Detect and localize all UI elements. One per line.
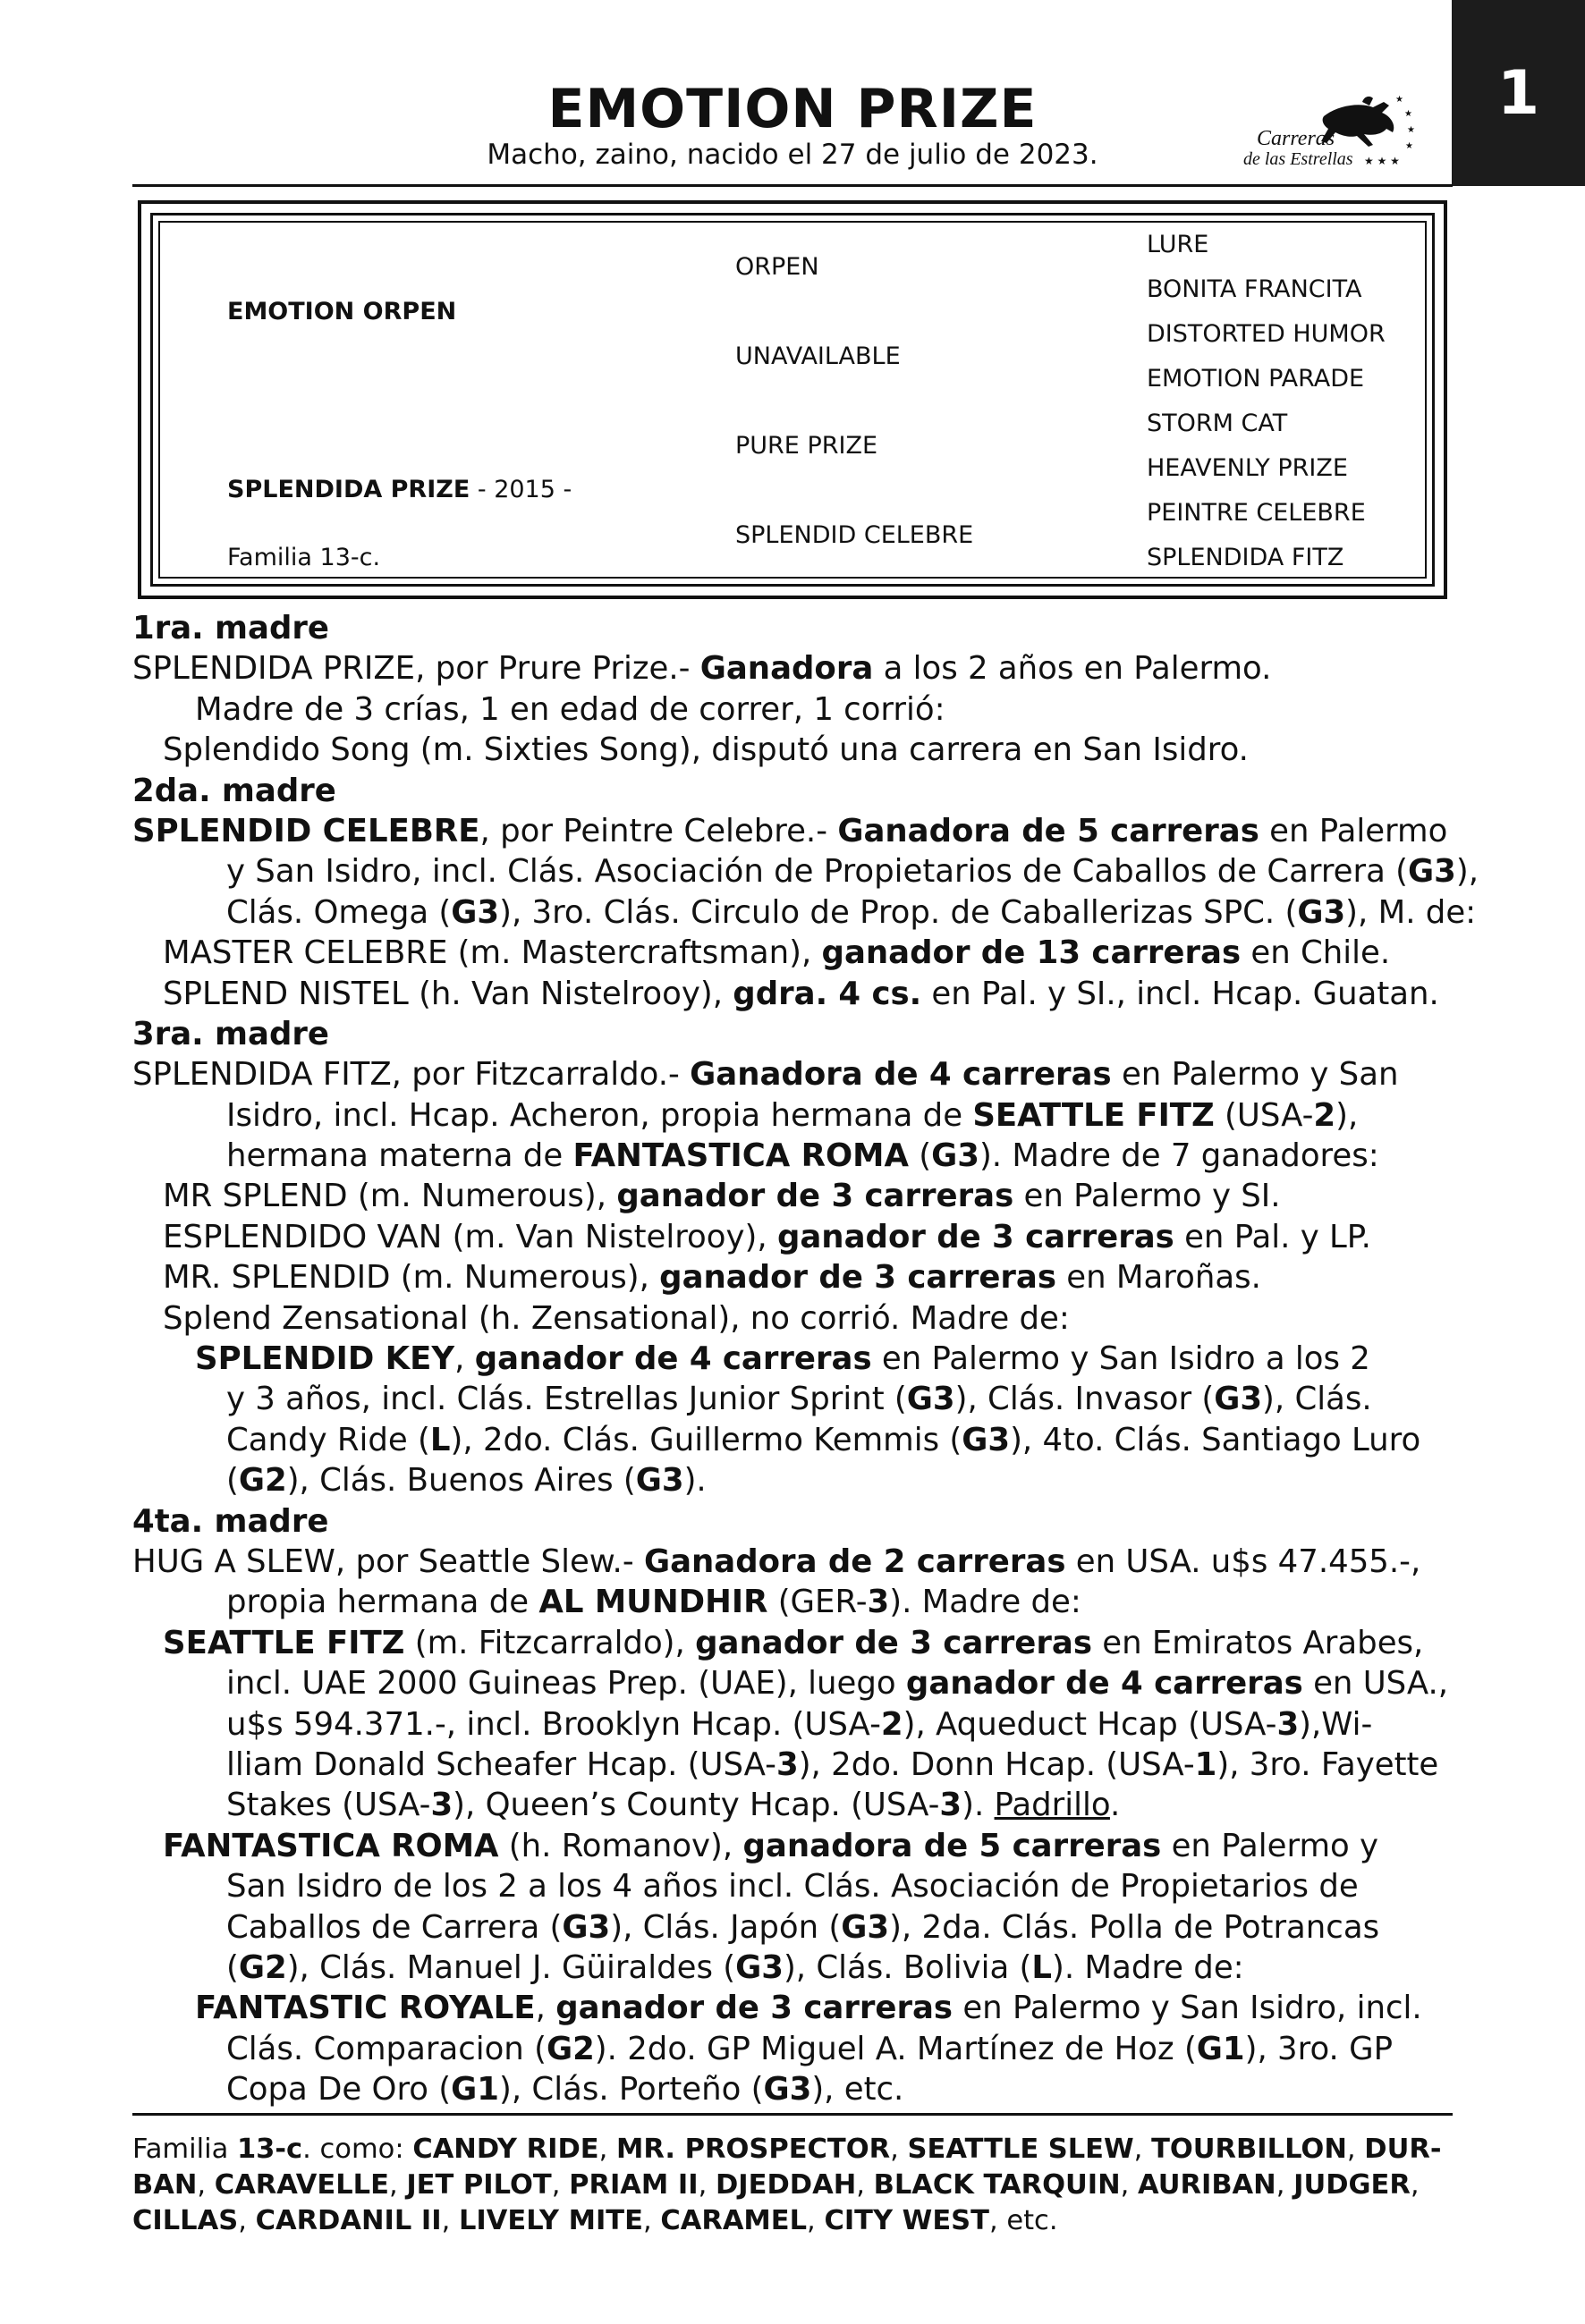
svg-text:★: ★ xyxy=(1407,125,1415,135)
text-line: Caballos de Carrera (G3), Clás. Japón (G3), 2da. Clás. Polla de Potrancas xyxy=(226,1908,1380,1946)
svg-text:★: ★ xyxy=(1404,109,1412,119)
text-line: incl. UAE 2000 Guineas Prep. (UAE), luego ganador de 4 carreras en USA., xyxy=(226,1665,1449,1703)
section-heading: 4ta. madre xyxy=(132,1502,329,1540)
pedigree-sire: EMOTION ORPEN xyxy=(227,298,457,325)
text-line: Splendido Song (m. Sixties Song), disputó una carrera en San Isidro. xyxy=(163,731,1249,769)
pedigree-great-grandparent: LURE xyxy=(1147,231,1209,258)
horse-name: EMOTION PRIZE xyxy=(547,78,1038,140)
pedigree-dam-line xyxy=(227,477,572,502)
text-line: SPLENDID KEY, ganador de 4 carreras en Palermo y San Isidro a los 2 xyxy=(195,1340,1370,1378)
text-line: u$s 594.371.-, incl. Brooklyn Hcap. (USA-2), Aqueduct Hcap (USA-3),Wi- xyxy=(226,1705,1373,1743)
text-line: Clás. Comparacion (G2). 2do. GP Miguel A. Martínez de Hoz (G1), 3ro. GP xyxy=(226,2030,1394,2067)
text-line: Candy Ride (L), 2do. Clás. Guillermo Kemmis (G3), 4to. Clás. Santiago Luro xyxy=(226,1421,1421,1458)
pedigree-great-grandparent: EMOTION PARADE xyxy=(1147,365,1365,393)
header-rule xyxy=(132,184,1453,187)
lot-number: 1 xyxy=(1496,57,1540,129)
text-line: Isidro, incl. Hcap. Acheron, propia hermana de SEATTLE FITZ (USA-2), xyxy=(226,1096,1359,1134)
footnote-line: Familia 13-c. como: CANDY RIDE, MR. PROSPECTOR, SEATTLE SLEW, TOURBILLON, DUR- xyxy=(132,2134,1442,2165)
section-heading: 2da. madre xyxy=(132,772,336,809)
pedigree-dam: SPLENDIDA PRIZE xyxy=(227,476,470,503)
pedigree-great-grandparent: SPLENDIDA FITZ xyxy=(1147,544,1344,571)
horse-description: Macho, zaino, nacido el 27 de julio de 2023. xyxy=(487,139,1098,171)
text-line: ESPLENDIDO VAN (m. Van Nistelrooy), ganador de 3 carreras en Pal. y LP. xyxy=(163,1218,1371,1255)
text-line: lliam Donald Scheafer Hcap. (USA-3), 2do. Donn Hcap. (USA-1), 3ro. Fayette xyxy=(226,1745,1439,1783)
padrillo-label: Padrillo xyxy=(994,1787,1110,1824)
svg-text:★: ★ xyxy=(1405,141,1413,151)
text-line: SEATTLE FITZ (m. Fitzcarraldo), ganador de 3 carreras en Emiratos Arabes, xyxy=(163,1624,1424,1661)
text-line: Splend Zensational (h. Zensational), no corrió. Madre de: xyxy=(163,1299,1070,1337)
text-line: (G2), Clás. Buenos Aires (G3). xyxy=(226,1462,707,1500)
footnote-line: BAN, CARAVELLE, JET PILOT, PRIAM II, DJEDDAH, BLACK TARQUIN, AURIBAN, JUDGER, xyxy=(132,2169,1420,2201)
pedigree-grandparent: PURE PRIZE xyxy=(735,432,878,460)
text-line: SPLEND NISTEL (h. Van Nistelrooy), gdra. 4 cs. en Pal. y SI., incl. Hcap. Guatan. xyxy=(163,975,1439,1012)
text-line: MR SPLEND (m. Numerous), ganador de 3 carreras en Palermo y SI. xyxy=(163,1178,1281,1215)
text-line: FANTASTICA ROMA (h. Romanov), ganadora de 5 carreras en Palermo y xyxy=(163,1827,1379,1864)
text-line: SPLENDIDA PRIZE, por Prure Prize.- Ganadora a los 2 años en Palermo. xyxy=(132,650,1272,688)
lot-number-tab xyxy=(1452,0,1585,186)
family-footnote xyxy=(132,2132,1453,2239)
logo-text-top: Carreras xyxy=(1257,127,1335,150)
pedigree-great-grandparent: BONITA FRANCITA xyxy=(1147,275,1362,303)
footer-rule xyxy=(132,2113,1453,2116)
text-line: y 3 años, incl. Clás. Estrellas Junior Sprint (G3), Clás. Invasor (G3), Clás. xyxy=(226,1381,1372,1418)
pedigree-great-grandparent: DISTORTED HUMOR xyxy=(1147,320,1386,348)
pedigree-great-grandparent: STORM CAT xyxy=(1147,410,1288,437)
text-line: SPLENDID CELEBRE, por Peintre Celebre.- Ganadora de 5 carreras en Palermo xyxy=(132,812,1448,849)
pedigree-great-grandparent: HEAVENLY PRIZE xyxy=(1147,454,1348,482)
text-line: hermana materna de FANTASTICA ROMA (G3). Madre de 7 ganadores: xyxy=(226,1137,1379,1175)
pedigree-grandparent: UNAVAILABLE xyxy=(735,342,901,370)
footnote-line: CILLAS, CARDANIL II, LIVELY MITE, CARAMEL, CITY WEST, etc. xyxy=(132,2205,1058,2236)
text-line: Clás. Omega (G3), 3ro. Clás. Circulo de Prop. de Caballerizas SPC. (G3), M. de: xyxy=(226,893,1477,931)
text-line: SPLENDIDA FITZ, por Fitzcarraldo.- Ganadora de 4 carreras en Palermo y San xyxy=(132,1056,1399,1094)
text-line: Madre de 3 crías, 1 en edad de correr, 1 corrió: xyxy=(195,690,945,728)
text-line: Stakes (USA-3), Queen’s County Hcap. (USA-3). Padrillo. xyxy=(226,1787,1121,1824)
text-line: Copa De Oro (G1), Clás. Porteño (G3), etc. xyxy=(226,2071,904,2109)
text-line: y San Isidro, incl. Clás. Asociación de Propietarios de Caballos de Carrera (G3), xyxy=(226,853,1479,891)
text-line: FANTASTIC ROYALE, ganador de 3 carreras en Palermo y San Isidro, incl. xyxy=(195,1990,1422,2027)
carreras-de-las-estrellas-logo xyxy=(1239,89,1436,179)
pedigree-grandparent: SPLENDID CELEBRE xyxy=(735,521,974,549)
text-line: MASTER CELEBRE (m. Mastercraftsman), ganador de 13 carreras en Chile. xyxy=(163,934,1391,972)
pedigree-great-grandparent: PEINTRE CELEBRE xyxy=(1147,499,1366,527)
pedigree-dam-year: - 2015 - xyxy=(470,476,572,503)
pedigree-family: Familia 13-c. xyxy=(227,544,381,571)
section-heading: 1ra. madre xyxy=(132,610,329,646)
text-line: MR. SPLENDID (m. Numerous), ganador de 3 carreras en Maroñas. xyxy=(163,1259,1261,1297)
text-line: HUG A SLEW, por Seattle Slew.- Ganadora de 2 carreras en USA. u$s 47.455.-, xyxy=(132,1542,1421,1580)
text-line: (G2), Clás. Manuel J. Güiraldes (G3), Clás. Bolivia (L). Madre de: xyxy=(226,1948,1244,1986)
section-heading: 3ra. madre xyxy=(132,1015,329,1052)
pedigree-grandparent: ORPEN xyxy=(735,253,819,281)
text-line: San Isidro de los 2 a los 4 años incl. Clás. Asociación de Propietarios de xyxy=(226,1868,1359,1906)
logo-text-bottom: de las Estrellas xyxy=(1243,149,1353,169)
logo-stars: ★ ★ ★ xyxy=(1364,155,1400,167)
svg-text:★: ★ xyxy=(1395,95,1403,105)
text-line: propia hermana de AL MUNDHIR (GER-3). Madre de: xyxy=(226,1584,1081,1621)
produce-record xyxy=(132,608,1479,2109)
